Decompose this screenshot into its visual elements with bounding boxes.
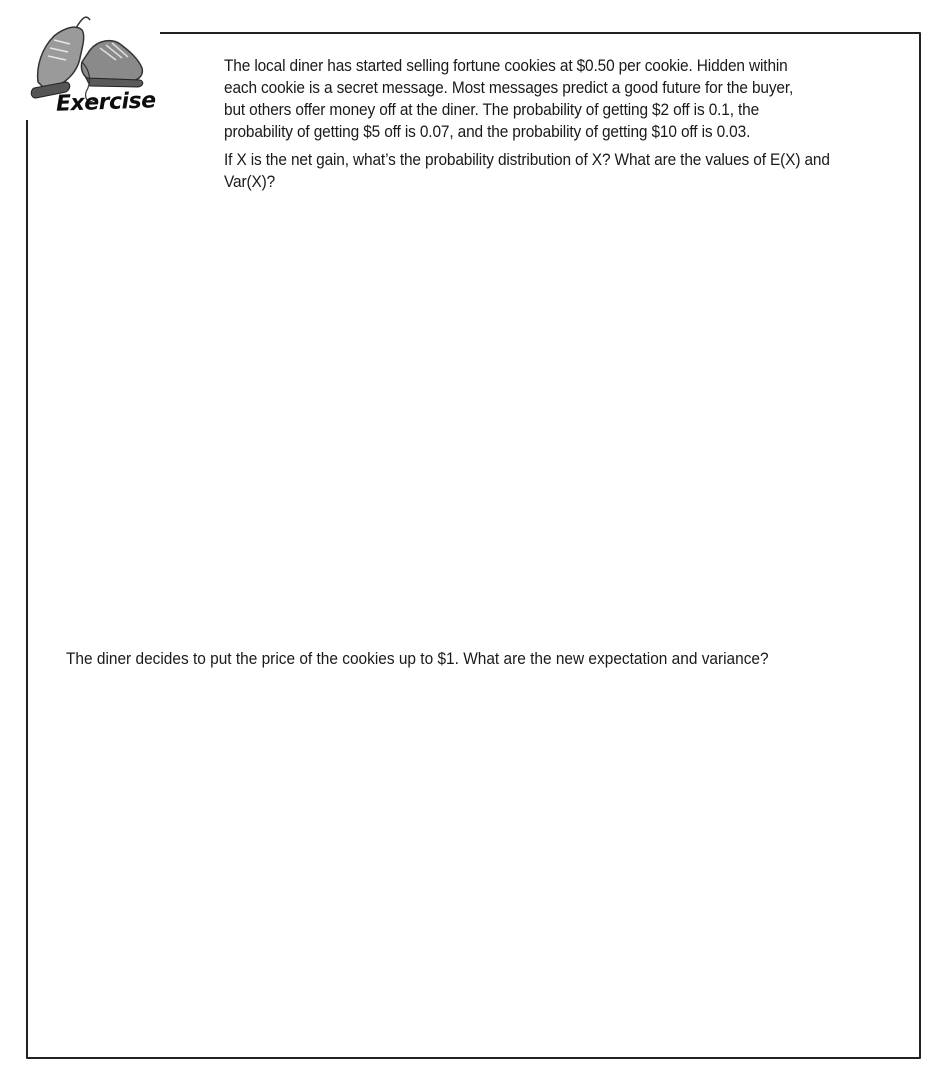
exercise-label: Exercise (55, 88, 156, 117)
problem-statement (224, 55, 830, 199)
problem-paragraph: The local diner has started selling fortune cookies at $0.50 per cookie. Hidden within each cookie is a secret message. Most messages predict a good future for the buyer, but others offer money off at the diner. The probability of getting $2 off is 0.1, the probability of getting $5 off is 0.07, and the probability of getting $10 off is 0.03. (224, 56, 794, 141)
followup-question: The diner decides to put the price of the cookies up to $1. What are the new expectation and variance? (66, 649, 769, 668)
exercise-badge (20, 10, 160, 120)
problem-question: If X is the net gain, what’s the probability distribution of X? What are the values of E(X) and Var(X)? (224, 150, 830, 191)
